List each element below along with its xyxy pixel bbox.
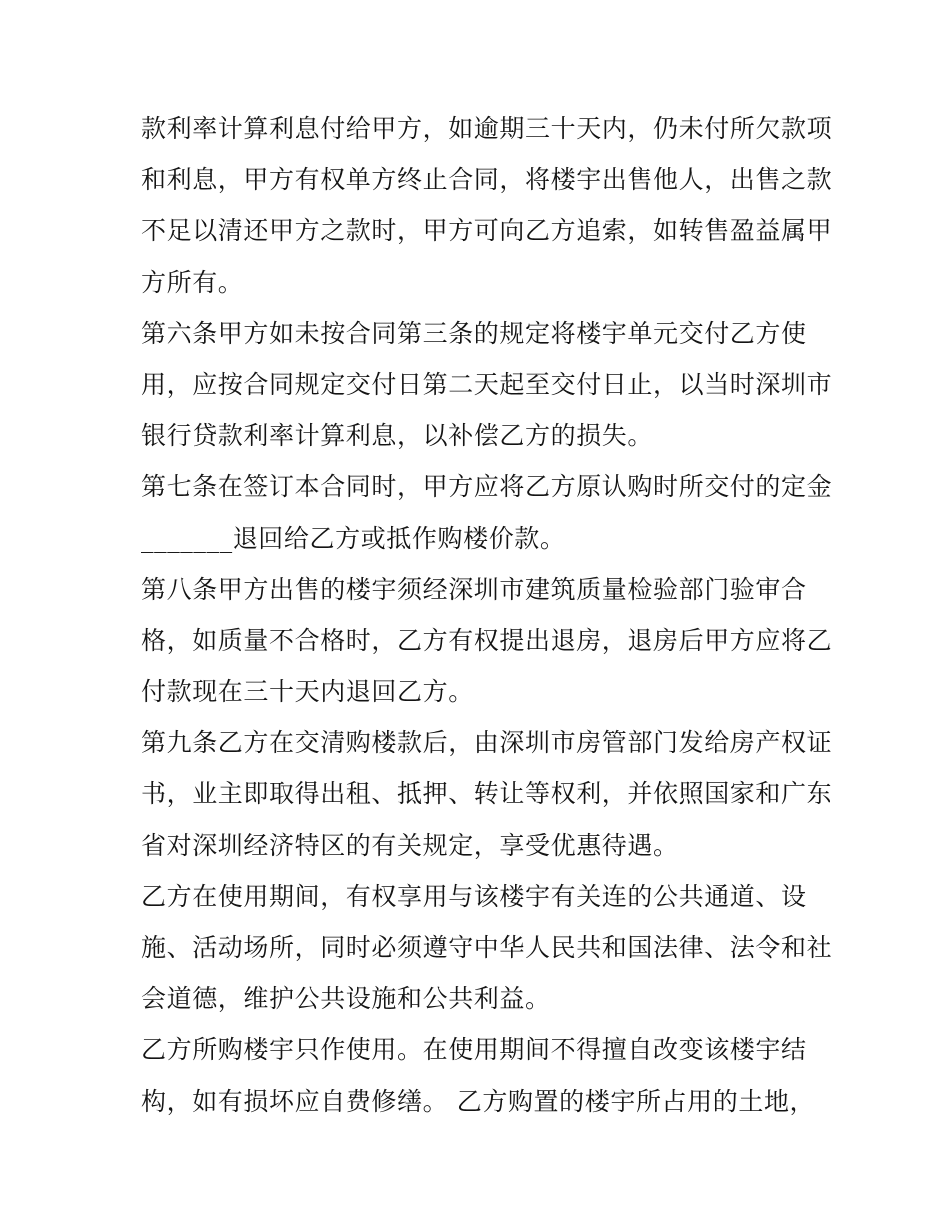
text-line: 不足以清还甲方之款时，甲方可向乙方追索，如转售盈益属甲 [141, 216, 833, 246]
text-line: 格，如质量不合格时，乙方有权提出退房，退房后甲方应将乙 [141, 625, 833, 655]
text-line: 用，应按合同规定交付日第二天起至交付日止，以当时深圳市 [141, 369, 833, 399]
text-line: _______退回给乙方或抵作购楼价款。 [141, 523, 566, 553]
text-line: 第八条甲方出售的楼宇须经深圳市建筑质量检验部门验审合 [141, 574, 807, 604]
text-line: 第六条甲方如未按合同第三条的规定将楼宇单元交付乙方使 [141, 318, 807, 348]
text-line: 施、活动场所，同时必须遵守中华人民共和国法律、法令和社 [141, 933, 833, 962]
text-line: 方所有。 [141, 267, 244, 297]
text-line: 银行贷款利率计算利息，以补偿乙方的损失。 [141, 421, 654, 451]
document-body [141, 103, 833, 1127]
text-line: 书，业主即取得出租、抵押、转让等权利，并依照国家和广东 [141, 779, 833, 809]
text-line: 乙方在使用期间，有权享用与该楼宇有关连的公共通道、设 [141, 881, 807, 911]
text-line: 第九条乙方在交清购楼款后，由深圳市房管部门发给房产权证 [141, 728, 833, 758]
text-line: 款利率计算利息付给甲方，如逾期三十天内，仍未付所欠款项 [141, 114, 833, 143]
text-line: 省对深圳经济特区的有关规定，享受优惠待遇。 [141, 830, 679, 860]
text-line: 乙方所购楼宇只作使用。在使用期间不得擅自改变该楼宇结 [141, 1035, 807, 1065]
text-line: 构，如有损坏应自费修缮。 乙方购置的楼宇所占用的土地， [141, 1086, 816, 1116]
text-line: 第七条在签订本合同时，甲方应将乙方原认购时所交付的定金 [141, 472, 833, 502]
text-line: 和利息，甲方有权单方终止合同，将楼宇出售他人，出售之款 [141, 165, 833, 195]
text-line: 会道德，维护公共设施和公共利益。 [141, 984, 551, 1014]
text-line: 付款现在三十天内退回乙方。 [141, 677, 474, 707]
